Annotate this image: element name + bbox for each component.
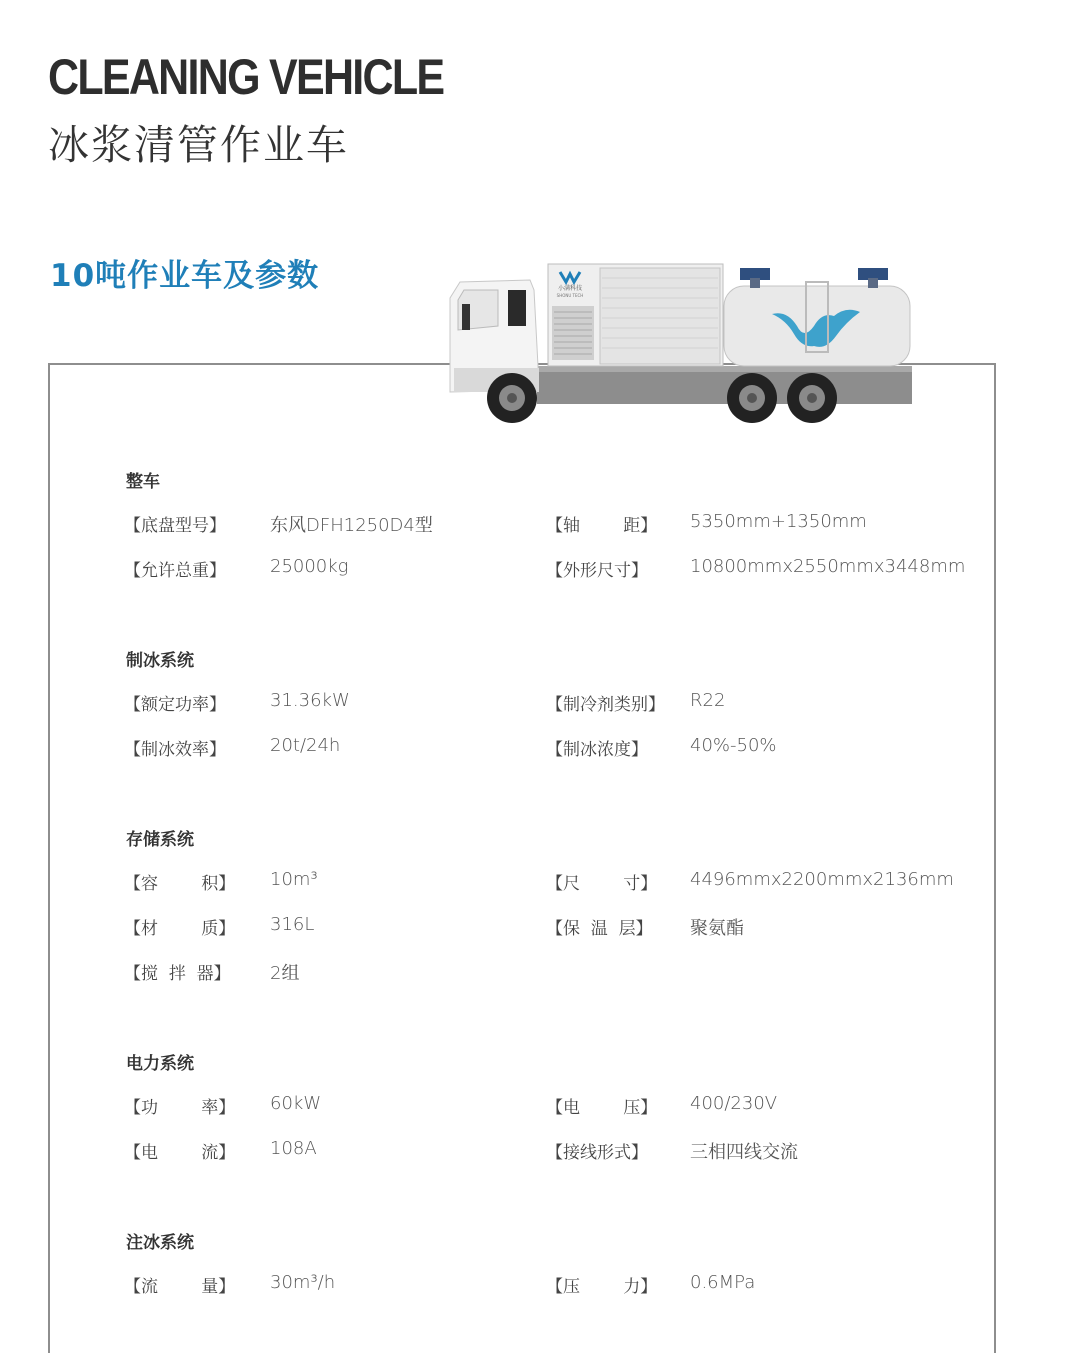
- page-title-en: CLEANING VEHICLE: [48, 49, 444, 105]
- brand-name-en: SHONU TECH: [556, 293, 584, 298]
- spec-value: 400/230V: [690, 1093, 778, 1114]
- spec-label: 【制冰浓度】: [546, 740, 648, 760]
- spec-value: 316L: [270, 914, 315, 935]
- vent-grille: [552, 306, 594, 360]
- spec-label: 【尺 寸】: [546, 874, 658, 894]
- spec-label: 【制冷剂类别】: [546, 695, 665, 715]
- group-title-power: 电力系统: [126, 1054, 194, 1074]
- spec-value: 10800mmx2550mmx3448mm: [690, 556, 966, 577]
- spec-value: 31.36kW: [270, 690, 350, 711]
- spec-label: 【底盘型号】: [124, 516, 226, 536]
- spec-label: 【电 流】: [124, 1143, 236, 1163]
- wheel-rear-2: [787, 373, 837, 423]
- spec-label: 【外形尺寸】: [546, 561, 648, 581]
- truck-window: [508, 290, 526, 326]
- section-title: 10吨作业车及参数: [50, 258, 320, 294]
- group-title-inject: 注冰系统: [126, 1233, 194, 1253]
- spec-value: 10m³: [270, 869, 318, 890]
- brand-name-cn: 小满科技: [557, 285, 583, 292]
- wheel-rear-1: [727, 373, 777, 423]
- spec-label: 【搅 拌 器】: [124, 964, 231, 984]
- spec-label: 【制冰效率】: [124, 740, 226, 760]
- page-title-cn: 冰浆清管作业车: [48, 121, 349, 169]
- spec-label: 【功 率】: [124, 1098, 236, 1118]
- spec-label: 【轴 距】: [546, 516, 658, 536]
- spec-value: 108A: [270, 1138, 317, 1159]
- spec-label: 【电 压】: [546, 1098, 658, 1118]
- truck-illustration: [442, 260, 914, 430]
- spec-label: 【压 力】: [546, 1277, 658, 1297]
- spec-value: 4496mmx2200mmx2136mm: [690, 869, 954, 890]
- spec-value: 30m³/h: [270, 1272, 336, 1293]
- spec-label: 【允许总重】: [124, 561, 226, 581]
- spec-value: 25000kg: [270, 556, 349, 577]
- spec-value: 东风DFH1250D4型: [270, 515, 433, 536]
- spec-value: R22: [690, 690, 726, 711]
- spec-value: 0.6MPa: [690, 1272, 756, 1293]
- roller-door: [600, 268, 720, 364]
- wheel-front: [487, 373, 537, 423]
- spec-label: 【材 质】: [124, 919, 236, 939]
- spec-value: 20t/24h: [270, 735, 341, 756]
- spec-value: 40%-50%: [690, 735, 777, 756]
- spec-label: 【接线形式】: [546, 1143, 648, 1163]
- spec-label: 【额定功率】: [124, 695, 226, 715]
- spec-value: 60kW: [270, 1093, 322, 1114]
- spec-value: 5350mm+1350mm: [690, 511, 867, 532]
- spec-value: 聚氨酯: [690, 918, 744, 939]
- spec-value: 2组: [270, 963, 300, 984]
- group-title-vehicle: 整车: [126, 472, 160, 492]
- spec-label: 【保 温 层】: [546, 919, 653, 939]
- spec-label: 【容 积】: [124, 874, 236, 894]
- spec-label: 【流 量】: [124, 1277, 236, 1297]
- group-title-ice: 制冰系统: [126, 651, 194, 671]
- group-title-storage: 存储系统: [126, 830, 194, 850]
- spec-value: 三相四线交流: [690, 1142, 798, 1163]
